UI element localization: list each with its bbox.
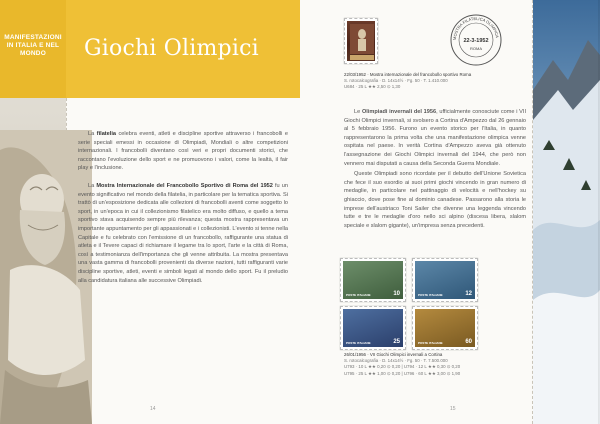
postmark-stamp-icon bbox=[448, 12, 504, 68]
section-tag-label: MANIFESTAZIONI IN ITALIA E NEL MONDO bbox=[4, 34, 62, 57]
stamp-cortina-10 bbox=[340, 258, 406, 302]
caption-roma bbox=[344, 72, 514, 91]
page-number-left: 14 bbox=[150, 406, 156, 412]
stamp-country: POSTE ITALIANE bbox=[346, 341, 371, 345]
paragraph-unione-sovietica: Queste Olimpiadi sono ricordate per il debutto dell'Unione Sovietica che fece il suo esordio ai suoi primi giochi vincendo in gran numero di medaglie, in particolare nel pattinaggio di velocità e nell'hockey su ghiaccio, dove pose fine al dominio canadese. Passarono alla storia le imprese dell'austriaco Toni Sailer che divenne una leggenda vincendo tutte e tre le medaglie d'oro nello sci alpino (discesa libera, slalom speciale e slalom gigante), un'impresa senza precedenti. bbox=[344, 171, 526, 229]
paragraph-mostra-1952: La Mostra Internazionale del Francobollo Sportivo di Roma del 1952 fu un evento significativo nel mondo della filatelia, in particolare per la tematica sportiva. Si trattò di un'esposizione dedicata alle collezioni di francobolli aventi come soggetto lo sport, in un'epoca in cui il collezionismo filatelico era molto diffuso, e quello a tema sportivo stava acquisendo sempre più rilevanza; questa mostra rappresentava un importante appuntamento per gli appassionati e i collezionisti. L'evento si tenne nella Capitale e fu celebrato con l'emissione di un francobollo, raffigurante una statua di atleta e il Tevere capaci di richiamare il legame tra lo sport, l'arte e la città di Roma, così a testimonianza dell'importanza che gli venne attribuita. La mostra presentava una vasta gamma di francobolli provenienti da diverse nazioni, tutti raffiguranti varie discipline sportive, atleti, eventi e simboli legati al mondo dello sport. Fu il preludio alla candidatura italiana alle successive Olimpiadi. bbox=[78, 182, 288, 284]
lead-term: filatelia bbox=[96, 131, 116, 137]
postmark-arc-text: MOSTRA FILATELICA OLIMPICA bbox=[451, 15, 500, 41]
caption-meta: S. rotocalcografia · D. 14x14½ · Fg. 50 · T. 1.410.000 bbox=[344, 78, 448, 84]
athlete-statue-icon bbox=[347, 21, 375, 61]
postmark bbox=[448, 12, 504, 68]
stamp-roma-1952 bbox=[344, 18, 378, 64]
caption-cortina bbox=[344, 352, 530, 377]
postmark-date: 22-3-1952 bbox=[463, 38, 489, 44]
stamp-grid-cortina bbox=[340, 258, 480, 350]
right-page bbox=[300, 0, 600, 424]
stamp-country: POSTE ITALIANE bbox=[346, 293, 371, 297]
caption-meta: U684 · 25 L ★★ 2,50 ⊙ 1,30 bbox=[344, 84, 401, 90]
stamp-value: 12 bbox=[465, 291, 472, 297]
stamp-value: 10 bbox=[393, 291, 400, 297]
stamp-country: POSTE ITALIANE bbox=[418, 293, 443, 297]
section-tag bbox=[0, 0, 66, 98]
caption-meta: S. rotocalcografia · D. 14x14½ · Fg. 50 · T. 7.500.000 bbox=[344, 358, 448, 364]
caption-meta: U795 · 25 L ★★ 1,00 ⊙ 0,20 | U796 · 60 L ★★ 3,00 ⊙ 1,90 bbox=[344, 370, 461, 376]
caption-title: 22/03/1952 · Mostra internazionale del francobollo sportivo Roma bbox=[344, 72, 472, 77]
stamp-cortina-12 bbox=[412, 258, 478, 302]
right-text-column bbox=[344, 108, 526, 232]
stamp-value: 60 bbox=[465, 339, 472, 345]
mountain-image bbox=[533, 0, 600, 424]
left-text-column bbox=[78, 130, 288, 294]
stamp-value: 25 bbox=[393, 339, 400, 345]
caption-title: 26/01/1956 · VII Giochi Olimpici invernali a Cortina bbox=[344, 352, 443, 357]
page-title: Giochi Olimpici bbox=[84, 36, 259, 61]
lead-term: Mostra Internazionale del Francobollo Sportivo di Roma del 1952 bbox=[96, 182, 273, 189]
postmark-city: ROMA bbox=[470, 46, 482, 51]
caption-meta: U793 · 10 L ★★ 0,20 ⊙ 0,20 | U794 · 12 L ★★ 0,30 ⊙ 0,20 bbox=[344, 364, 461, 370]
title-band bbox=[66, 0, 300, 98]
lead-term: Olimpiadi invernali del 1956 bbox=[361, 109, 437, 115]
stamp-cortina-60 bbox=[412, 306, 478, 350]
stamp-cortina-25 bbox=[340, 306, 406, 350]
paragraph-filatelia: La filatelia celebra eventi, atleti e discipline sportive attraverso i francobolli e serie speciali emessi in occasione di Olimpiadi, Mondiali o altre competizioni internazionali. I francobolli diventano così veri e propri documenti storici, che raccontano l'evoluzione dello sport e ne promuovono i valori, come la lealtà, il fair play e l'inclusione. bbox=[78, 131, 288, 172]
paragraph-olimpiadi-1956: Le Olimpiadi invernali del 1956, ufficialmente conosciute come i VII Giochi Olimpici invernali, si svolsero a Cortina d'Ampezzo dal 26 gennaio al 5 febbraio 1956. Furono un evento storico per l'Italia, in quanto rappresentarono la prima volta che una manifestazione olimpica venne ospitata nel paese. In verità Cortina d'Ampezzo aveva già ottenuto l'assegnazione dei Giochi Olimpici invernali del 1944, che però non vennero mai disputati a causa della Seconda Guerra Mondiale. bbox=[344, 109, 526, 167]
stamp-country: POSTE ITALIANE bbox=[418, 341, 443, 345]
page-number-right: 15 bbox=[450, 406, 456, 412]
mountain-illustration bbox=[533, 0, 600, 424]
